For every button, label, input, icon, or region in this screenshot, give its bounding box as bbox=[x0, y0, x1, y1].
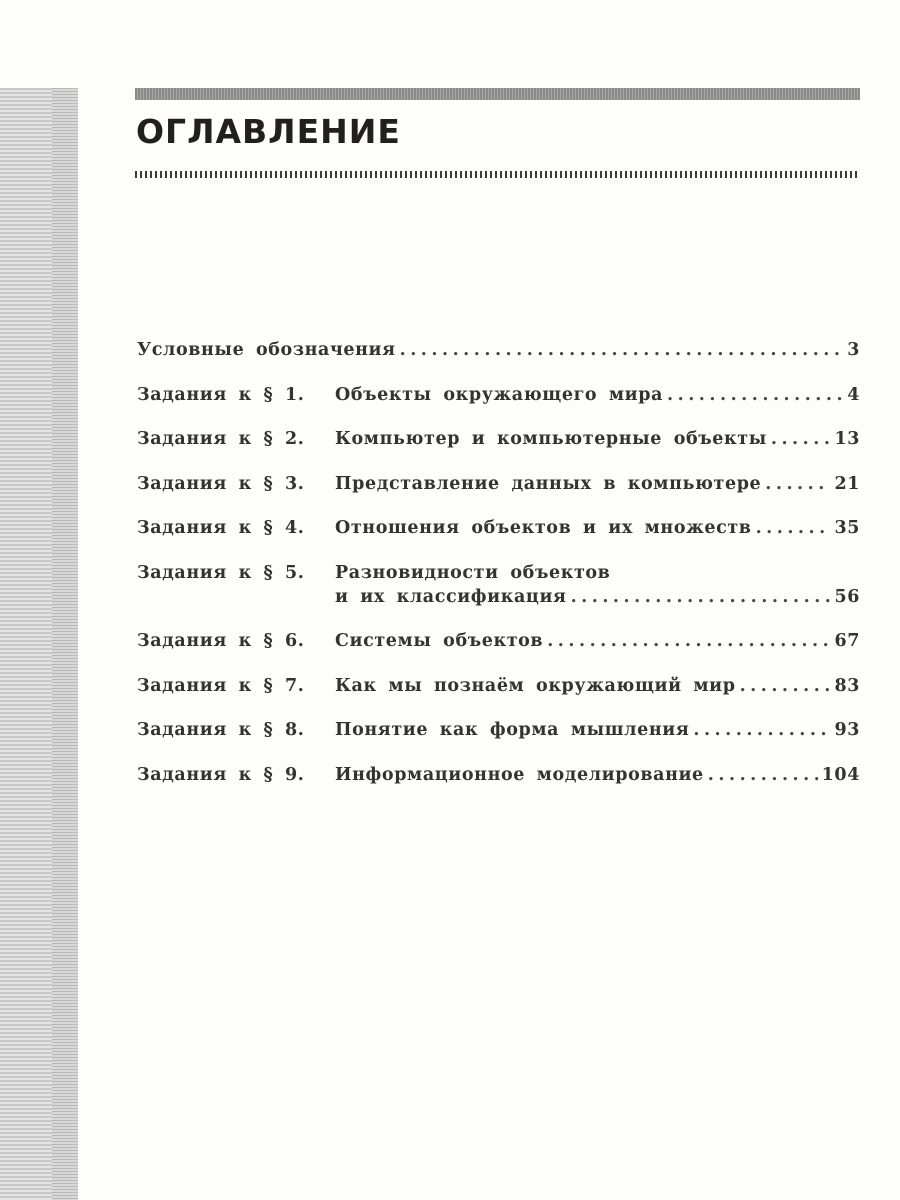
table-of-contents bbox=[137, 340, 860, 809]
entry-prefix: Задания к § 1. bbox=[137, 384, 305, 405]
entry-prefix: Задания к § 4. bbox=[137, 518, 305, 539]
page-title: ОГЛАВЛЕНИЕ bbox=[136, 112, 401, 151]
entry-prefix: Задания к § 9. bbox=[137, 764, 305, 785]
dot-leader bbox=[667, 385, 843, 405]
entry-prefix: Задания к § 6. bbox=[137, 630, 305, 651]
entry-title-continued: и их классификация bbox=[335, 586, 567, 607]
dot-leader bbox=[400, 340, 844, 360]
toc-entry[interactable] bbox=[137, 385, 860, 430]
dashed-rule bbox=[135, 171, 860, 178]
entry-title: Системы объектов bbox=[335, 630, 544, 651]
page-number: 4 bbox=[847, 384, 860, 405]
entry-title: Условные обозначения bbox=[137, 340, 396, 360]
toc-entry[interactable] bbox=[137, 765, 860, 810]
entry-prefix: Задания к § 5. bbox=[137, 562, 305, 583]
entry-prefix: Задания к § 8. bbox=[137, 720, 305, 741]
toc-entry[interactable] bbox=[137, 474, 860, 519]
page-edge-shading bbox=[0, 88, 78, 1200]
page-number: 104 bbox=[821, 764, 860, 785]
entry-title: Информационное моделирование bbox=[335, 764, 704, 785]
page-number: 3 bbox=[847, 340, 860, 360]
page-number: 93 bbox=[834, 720, 860, 741]
page-number: 67 bbox=[834, 630, 860, 651]
dot-leader bbox=[693, 720, 830, 740]
page-number: 83 bbox=[834, 675, 860, 696]
dot-leader bbox=[547, 631, 830, 651]
dot-leader bbox=[771, 429, 831, 449]
entry-title: Представление данных в компьютере bbox=[335, 473, 762, 494]
toc-entry[interactable] bbox=[137, 340, 860, 385]
entry-title: Разновидности объектов bbox=[335, 562, 611, 583]
top-decorative-bar bbox=[135, 88, 860, 100]
dot-leader bbox=[756, 518, 831, 538]
entry-prefix: Задания к § 2. bbox=[137, 429, 305, 450]
entry-prefix: Задания к § 7. bbox=[137, 675, 305, 696]
toc-entry[interactable] bbox=[137, 518, 860, 563]
dot-leader bbox=[765, 474, 830, 494]
toc-entry[interactable] bbox=[137, 720, 860, 765]
entry-title: Отношения объектов и их множеств bbox=[335, 518, 752, 539]
toc-entry[interactable] bbox=[137, 631, 860, 676]
toc-entry[interactable] bbox=[137, 429, 860, 474]
entry-title: Как мы познаём окружающий мир bbox=[335, 675, 736, 696]
entry-prefix: Задания к § 3. bbox=[137, 473, 305, 494]
entry-title: Объекты окружающего мира bbox=[335, 384, 664, 405]
page-number: 35 bbox=[834, 518, 860, 539]
entry-title: Понятие как форма мышления bbox=[335, 720, 690, 741]
page-number: 56 bbox=[834, 586, 860, 607]
toc-entry[interactable] bbox=[137, 563, 860, 631]
toc-entry[interactable] bbox=[137, 676, 860, 721]
page-number: 13 bbox=[834, 429, 860, 450]
entry-title: Компьютер и компьютерные объекты bbox=[335, 429, 767, 450]
page-number: 21 bbox=[834, 473, 860, 494]
dot-leader bbox=[571, 587, 831, 607]
dot-leader bbox=[740, 676, 831, 696]
dot-leader bbox=[708, 765, 818, 785]
